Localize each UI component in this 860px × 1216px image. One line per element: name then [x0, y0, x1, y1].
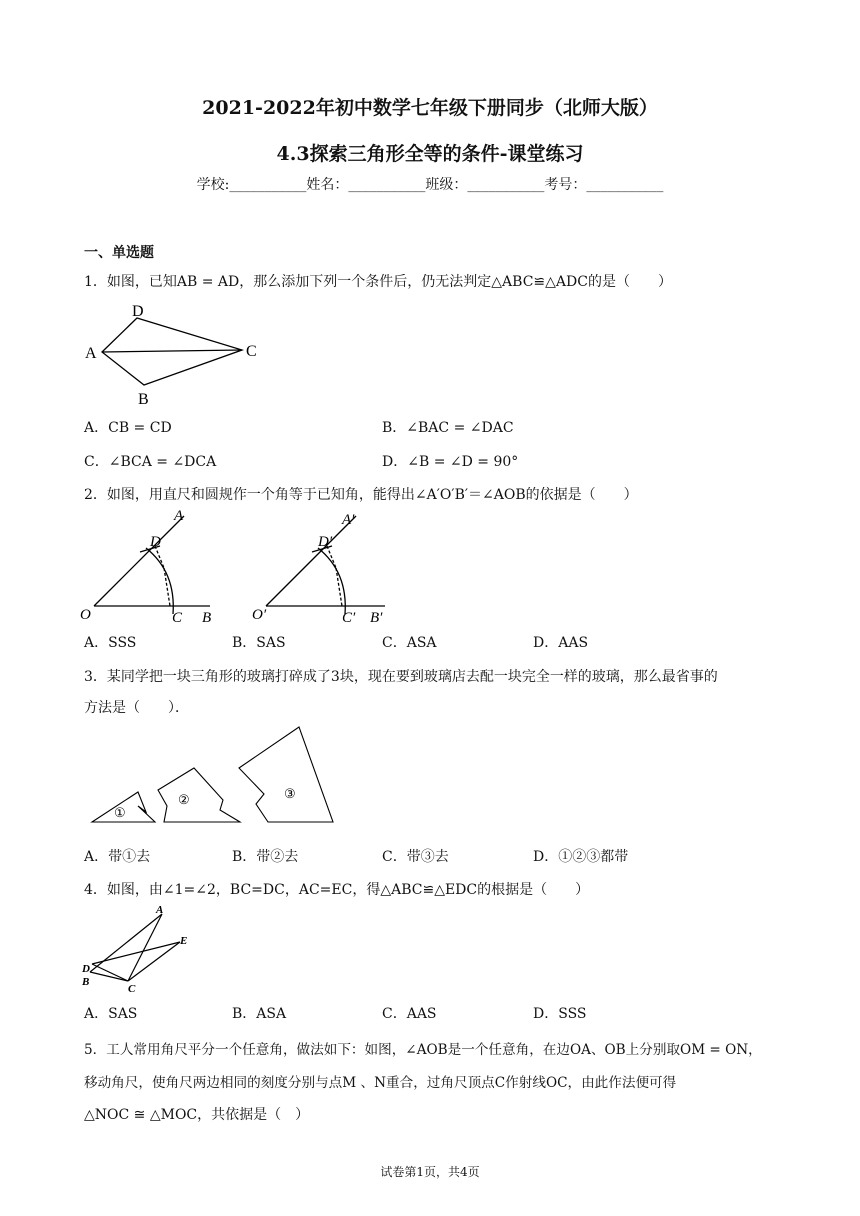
q2-label-b-prime: B′ — [370, 610, 383, 626]
question-3-stem-line2: 方法是（ ）． — [84, 700, 189, 716]
q2-option-a: A．SSS — [84, 635, 137, 651]
q1-option-b: B．∠BAC = ∠DAC — [382, 420, 514, 436]
q1-option-a: A．CB = CD — [84, 420, 172, 436]
q2-option-d: D．AAS — [533, 635, 589, 651]
question-2-figure — [80, 506, 400, 626]
question-1-figure — [82, 300, 272, 410]
q1-label-a: A — [85, 345, 97, 362]
q4-label-d: D — [82, 963, 90, 975]
q4-label-e: E — [180, 935, 188, 947]
q2-label-a-prime: A′ — [342, 512, 355, 528]
glass-piece-2 — [158, 768, 240, 822]
glass-label-2: ② — [178, 792, 190, 807]
q2-label-o: O — [80, 607, 91, 623]
q2-label-d-prime: D′ — [318, 534, 333, 550]
q2-label-c: C — [172, 610, 183, 626]
page-footer: 试卷第1页，共4页 — [380, 1165, 480, 1179]
glass-label-3: ③ — [284, 786, 296, 801]
q4-option-b: B．ASA — [232, 1006, 287, 1022]
q4-label-b: B — [82, 976, 90, 988]
q3-option-c: C．带③去 — [382, 849, 449, 865]
question-5-line3: △NOC ≅ △MOC，共依据是（ ） — [84, 1107, 310, 1123]
question-5-line2: 移动角尺，使角尺两边相同的刻度分别与点M 、N重合，过角尺顶点C作射线OC，由此作法便可得 — [84, 1075, 677, 1091]
glass-piece-3 — [239, 727, 333, 822]
q1-option-d: D．∠B = ∠D = 90° — [382, 454, 519, 470]
glass-label-1: ① — [114, 805, 126, 820]
q2-option-b: B．SAS — [232, 635, 286, 651]
student-info-line: 学校:___________姓名：___________班级：___________考号：___________ — [196, 177, 664, 193]
q4-option-d: D．SSS — [533, 1006, 587, 1022]
question-5-line1: 5．工人常用角尺平分一个任意角，做法如下：如图，∠AOB是一个任意角，在边OA、OB上分别取OM = ON， — [84, 1042, 762, 1058]
page-subtitle: 4.3探索三角形全等的条件-课堂练习 — [276, 143, 584, 165]
q3-option-d: D．①②③都带 — [533, 849, 629, 865]
question-4-figure — [80, 902, 200, 994]
q1-label-d: D — [132, 303, 144, 320]
section-heading: 一、单选题 — [84, 245, 154, 261]
q2-label-d: D — [150, 534, 161, 550]
q3-option-b: B．带②去 — [232, 849, 299, 865]
q1-label-c: C — [246, 343, 257, 360]
q2-label-b: B — [202, 610, 212, 626]
page-title: 2021-2022年初中数学七年级下册同步（北师大版） — [202, 97, 658, 119]
question-1-stem: 1．如图，已知AB = AD，那么添加下列一个条件后，仍无法判定△ABC≌△ADC的是（ ） — [84, 274, 672, 290]
question-2-stem: 2．如图，用直尺和圆规作一个角等于已知角，能得出∠A′O′B′＝∠AOB的依据是（ ） — [84, 487, 638, 503]
q2-label-o-prime: O′ — [252, 607, 267, 623]
question-4-stem: 4．如图，由∠1=∠2，BC=DC，AC=EC，得△ABC≌△EDC的根据是（ ） — [84, 882, 590, 898]
question-3-stem-line1: 3．某同学把一块三角形的玻璃打碎成了3块，现在要到玻璃店去配一块完全一样的玻璃，那么最省事的 — [84, 669, 718, 685]
q2-label-c-prime: C′ — [342, 610, 356, 626]
q4-option-a: A．SAS — [84, 1006, 138, 1022]
q4-label-a: A — [156, 904, 164, 916]
question-3-figure — [88, 722, 348, 830]
q2-label-a: A — [174, 508, 184, 524]
q1-label-b: B — [138, 391, 149, 408]
q2-option-c: C．ASA — [382, 635, 437, 651]
q3-option-a: A．带①去 — [84, 849, 151, 865]
q1-option-c: C．∠BCA = ∠DCA — [84, 454, 217, 470]
q4-label-c: C — [128, 983, 136, 994]
q4-option-c: C．AAS — [382, 1006, 437, 1022]
